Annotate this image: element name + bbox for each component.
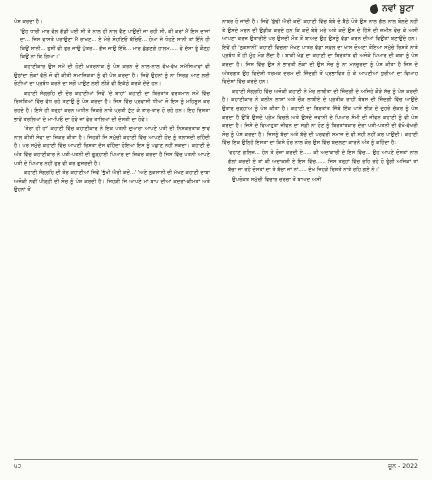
- paragraph: 'ਤੇਰਾ ਹੀ ਹਾਂ' ਕਹਾਣੀ ਵਿੱਚ ਕਹਾਣੀਕਾਰ ਨੇ ਇਕ ਪਤਨੀ ਦੁਆਰਾ ਆਪਣੇ ਪਤੀ ਦੀ ਨਿਸ਼ਕਰਤਾਕ ਭਾਵ ਨਾਲ ਕੀਤੀ ਸੇਵਾ ਦਾ ਜ਼ਿਕਰ ਕੀਤਾ ਹੈ। ਜਿਹੜੀ ਜਿ ਸਮੁੱਚੀ ਕਹਾਣੀ ਵਿੱਚ ਆਪਣੀ ਹੋਂਦ ਨੂੰ ਤਲਾਸ਼ਦੀ ਰਹਿੰਦੀ ਹੈ। ਪਰ ਸਮੁੱਚੇ ਕਹਾਣੀ ਵਿੱਚ ਆਪਣੀ ਰਿਸ਼ਤਾ ਦੱਸ ਵਹਿੰਦਾ ਹੋਇਆ ਇਸ ਨੂੰ ਪਛਾਣ ਨਹੀਂ ਸਕਦਾ। ਕਹਾਣੀ ਦੇ ਅੰਤ ਵਿੱਚ ਕਹਾਣੀਕਾਰ ਨੇ ਪਤੀ-ਪਤਨੀ ਦੀ ਗੂੜ੍ਹਾਈ ਪਿਆਰ ਦਾ ਜ਼ਿਕਰ ਕਰਦਾ ਹੈ ਜਿਸ ਵਿੱਚ ਪਤਨੀ ਆਪਣੇ ਪਤੀ ਦੇ ਪਿਆਰ ਨਹੀਂ ਤੁਰ ਵੀ ਕਰ ਗੁਜ਼ਰਦੀ ਹੈ।: [14, 126, 210, 167]
- paragraph: ਨਾਬਰ ਹੋ ਜਾਂਦੀ ਹੈ। ਜਿਵੇਂ 'ਬੁੱਢੀ ਐਰੀ ਕਦੋਂ' ਕਹਾਣੀ ਵਿੱਚ ਬੇਬੇ ਦੇ ਬੈਠੇ ਪੋਤੇ ਉਸ ਨਾਲ ਗੱਲ ਨਾਲ ਬੋਲਦੇ ਨਹੀਂ ਤੇ ਉਸਦੇ ਮਰਨ ਦੀ ਉਡੀਕ ਕਰਦੇ ਹਨ ਕਿ ਕਦੋਂ ਬੇਬੇ ਮਰੇ ਅਤੇ ਕਦੋਂ ਉਸ ਦੇ ਹਿੱਸੇ ਦੀ ਜ਼ਮੀਨ ਵੇਚ ਕੇ ਅਸੀਂ ਆਪਣਾ ਕਰਜ਼ ਉਤਾਰੀਏ ਪਰ ਉਸਦੀ ਮੌਤ ਤੋਂ ਬਾਅਦ ਉਹ ਉਸਨੂੰ ਵੱਡਾ ਕਰਨ ਦੀਆਂ ਵਿਉਂਤਾਂ ਬਣਾਉਂਦੇ ਹਨ। ਇਵੇਂ ਹੀ 'ਨੁਕਸਾਨੀ' ਕਹਾਣੀ ਵਿਚਲਾ ਮੱਖਣ ਪਾਤਰ ਵੱਡਾ ਸਫ਼ਲ ਦਾ ਖਾਸ ਦੋਅਣਾ ਤੋਇਆ ਸਮੁੱਚੇ ਰਿਸ਼ਤੇ ਨਾਤੇ ਪ੍ਰਬੰਧ ਤੋਂ ਹੀ ਮੂੰਹ ਮੋੜ ਲੈਂਦਾ ਹੈ। ਬਾਕੀ ਖੇਡ ਦਾ ਕਹਾਣੀ ਦਾ ਬਿਰਤਾਂਤ ਵੀ ਅਜੋਕੇ ਪਿਆਰ ਦੀ ਕਥਾ ਨੂੰ ਪੇਸ਼ ਕਰਦਾ ਹੈ। ਜਿਸ ਵਿੱਚ ਉਸ ਨੇ ਭਾਰਤੀ ਲੋਕਾਂ ਦੀ ਉਸ ਸੋਚ ਨੂੰ ਨਾ ਮਨਜ਼ੂਰਦਾ ਨੂੰ ਪੇਸ਼ ਕੀਤਾ ਹੈ ਜਿਸ ਦੇ ਅੰਤਰਗਤ ਉਹ ਵਿਦੇਸ਼ੀ ਧਰਮਕ ਦਰਮ ਦੀ ਜ਼ਿੰਦਗੀ ਤੋਂ ਪ੍ਰਭਾਵਿਤ ਹੋ ਕੇ ਆਪਣੀਆਂ ਧੁਰੀਆਂ ਦਾ ਵਿਆਹ ਵਿਦੇਸ਼ਾਂ ਵਿੱਚ ਕਰਦੇ ਹਨ।: [222, 19, 418, 86]
- page-footer: [14, 459, 418, 474]
- paragraph: ਕਹਾਣੀ ਸੰਗ੍ਰਹਿ ਦੀ ਤੇਰ ਕਹਾਣੀਆਂ ਜਿਵੇਂ 'ਭੁੱਖੀ ਐਰੀ ਕਦੋਂ...' 'ਅਣੇ ਨੁਕਸਾਨੀ ਦੀ ਮੱਖਣ ਕਹਾਣੀ ਦਾਬਾ ਅਜੋਕੀ ਨਵੀਂ ਪੀੜ੍ਹੀ ਦੀ ਸੋਚ ਨੂੰ ਪੇਸ਼ ਕਰਦੀ ਹੈ। ਜਿਹੜੀ ਜਿ ਆਪਣੇ ਮਾਂ ਬਾਪ ਦੀਆਂ ਕਦਰਾਂ-ਕੀਮਤਾਂ ਅਤੇ ਉਹਨਾਂ ਤੋਂ: [14, 170, 210, 194]
- paragraph: ਕਹਾਣੀ ਸੰਗ੍ਰਹਿ ਵਿੱਚ ਅਜੋਕੀ ਕਹਾਣੀ ਨੇ ਮੇਰ ਲਾਬੀਤਾ ਦੀ ਜ਼ਿੰਦਗੀ ਦੇ ਅਜਿਹੇ ਕੌੜੇ ਸੱਚ ਨੂੰ ਪੇਸ਼ ਕਰਦੀ ਹੈ। ਕਹਾਣੀਕਾਰ ਨੇ ਕਲੀਨ ਲਾਸ਼ਾਂ ਅਤੇ ਚੌੜ ਲਾਬੀਏ ਦੇ ਪ੍ਰਤੀਕ ਰਾਹੀਂ ਬੇਬਸ ਦੀ ਜ਼ਿੰਦਗੀ ਵਿੱਚ ਆਉਂਦੇ ਉਤਾਰ ਚੜ੍ਹਾਅ ਨੂੰ ਪੇਸ਼ ਕੀਤਾ ਹੈ। ਕਹਾਣੀ ਦਾ ਬਿਰਤਾਂਤ ਜਿੱਥੇ ਇੱਕ ਪਾਸੇ ਭੀੜ ਦੇ ਦੁਹਰੇ ਚੱਕਰ ਨੂੰ ਪੇਸ਼ ਕਰਦਾ ਹੈ ਉੱਥੇ ਉਸਦੇ ਪ੍ਰੇਮ ਵਿਚਲੇ ਅਤੇ ਉਸਦੇ ਜਵਾਨੀ ਦੇ ਪਿਆਰ ਸੰਮੀ ਦੀ ਜੀਵਨ ਕਹਾਣੀ ਨੂੰ ਵੀ ਪੇਸ਼ ਕਰਦਾ ਹੈ। ਜਿਸੇ ਦੇ ਵਿਆਹੁਤਾ ਜੀਵਨ ਦਾ ਸਫ਼ੀ ਨਾ ਹੋਣ ਨੂੰ ਬਿਰਤਾਂਤਕਾਰ ਦੇਰਾ ਪਤੀ-ਪਤਨੀ ਦੀ ਵੱਖੋ-ਵੱਖਰੀ ਸੋਚ ਨੂੰ ਪੇਸ਼ ਕਰਦਾ ਹੈ। ਜਿਸਨੂੰ ਬੱਚਾ ਅਤੇ ਬੱਚੇ ਦੀ ਪਰਵਰੀ ਸਮਾਜ ਦੇ ਵੀ ਸਹੀ ਨਹੀਂ ਕਰ ਪਾਉਂਦੀ। ਕਹਾਣੀ ਵਿੱਚ ਇਕ ਉਨ੍ਹਿੰ ਇਸਤਾ ਦਾ ਕਿਸੇ ਹੋਰ ਨਾਲ ਕੋਰ ਉਸ ਵਿੱਚ ਬਦਲਣਾ ਕਾਰਨੇ ਅੰਤ ਨੂੰ ਕਹਿੰਦਾ ਹੈ:: [222, 88, 418, 147]
- left-column: [14, 18, 210, 452]
- page-number: ੫੨: [14, 463, 22, 470]
- paragraph: ਕਹਾਣੀ ਸੰਗ੍ਰਹਿ ਦੀ ਦੇਰ ਕਹਾਣੀਆਂ ਜਿਵੇਂ 'ਦੇ ਬਾਹਾਂ' ਕਹਾਣੀ ਦਾ ਬਿਰਤਾਂਤ ਵਰਤਮਾਨ ਸਮੇਂ ਵਿੱਚ ਰਿਸ਼ਤਿਆਂ ਵਿੱਚ ਵੱਧ ਰਹੇ ਤਣਾਉ ਨੂੰ ਪੇਸ਼ ਕਰਦਾ ਹੈ। ਜਿਸ ਵਿੱਚ ਪ੍ਰਵਾਸੀ ਧੀਆਂ ਜੋ ਇਸ ਨੂੰ ਮਹਿਸੂਸ ਕਰ ਰਹਦੇ ਹੈ। ਇਸੇ ਹੀ ਤਰ੍ਹਾਂ ਕਰਨ ਅਧੀਨ ਜ਼ਿਕਰੇ ਨਾਤੇ ਪ੍ਰਤੀ ਟੁੱਟ ਕੇ ਤਾਰ-ਤਾਰ ਹੋ ਰਹੇ ਹਨ। ਇਹ ਰਿਸ਼ਤਾ ਭਾਵੇਂ ਤਰਲਿਆਂ ਦੇ ਮਾ-ਪਿਓ ਦਾ ਹੋਵੇ ਜਾਂ ਫੇਰ ਤਾਲਿਆਂ ਦੀ ਦੋਸਤੀ ਦਾ ਹੋਵੇ।: [14, 90, 210, 123]
- paragraph: ਉਪਰੋਕਤ ਸਮੁੱਚੀ ਵਿਚਾਰ ਚਰਚਾ ਤੋਂ ਬਾਅਦ ਅਸੀਂ: [232, 176, 322, 183]
- right-column: [222, 18, 418, 452]
- footer-issue: [388, 463, 418, 471]
- quote-paragraph: 'ਉਹ ਧਾਰੀ ਮਾਰ ਵੱਲ ਗੱਡੀ ਪਈ ਸੀ ਤੇ ਨਾਲ ਹੀ ਨਾਲ ਵੈਣ ਪਾਉਂਦੀ ਜਾ ਰਹੀ ਸੀ, ਕੀ ਕਰਾਂ ਮੈਂ ਇਸ ਦਾਜਾਂ ਦਾ... ਜਿਸ ਵਾਸਤੇ ਪਰਾਉਣਾ ਮੈਂ ਰਾਖਣ... ਏ ਮੇਰੇ ਸੋਹਣਿਓ ਬੱਚਿਓ... ਹੋਆ ਜੇ ਧੋਹਣੋ ਸਾਨੀ ਤਾਂ ਇੰਨੇ ਹੀ ਕਿਉਂ ਸਾਨੀ... ਤੁਸੀਂ ਵੀ ਤੁਰ ਜਾਉ ਪੁੱਤਰ... ਗੱਜ ਜਾਉ ਇੱਥੇ... ਮਾਰ ਛੱਡਣਗੇ ਹਾਲਮ..... ਵੇ ਦੱਸਾ ਤੂੰ ਕੌਣ੍ਹ ਕਿਉਂ ਨਾ ਕਿ ਗਿਆ।': [20, 28, 210, 61]
- issue-date: ਜੂਨ - 2022: [388, 463, 418, 470]
- article-body: [14, 18, 418, 452]
- paragraph: ਕਹਾਣੀਕਾਰ ਉਸ ਸਮੇਂ ਦੀ ਹੋਣੀ ਖ਼ਤਰਨਾਕ ਨੂੰ ਪੇਸ਼ ਕਰਨ ਦੇ ਨਾਲ-ਨਾਲ ਵੱਖ-ਵੱਖ ਸਮੱਸਿਆਵਾਂ ਵੀ ਉਠਾਂਦਾ ਲੋਕਾਂ ਵੱਲੋਂ ਜੋ ਵੀ ਕੀਤੀ ਸਮਾਜਿਕਤਾ ਨੂੰ ਵੀ ਪੇਸ਼ ਕਰਦਾ ਹੈ। ਜਿਵੇਂ ਉਹਨਾਂ ਨੂੰ ਨਾ ਸਿਰਫ਼ ਆਣ ਲਈ ਰੋਟੀਆਂ ਦਾ ਪ੍ਰਬੰਧ ਕਰਨੇ ਦਾ ਸਗੋਂ ਪਾਉਣ ਲਈ ਲੀੜੇ ਵੀ ਇਕੱਠੇ ਕਰਕੇ ਦੇਂਦੇ ਹਨ।: [14, 63, 210, 88]
- leaf-icon: [369, 3, 380, 14]
- magazine-title: ਨਵਾਂ ਬੂਟਾ: [382, 4, 414, 14]
- paragraph: ਪੇਸ਼ ਕਰਦਾ ਹੈ।: [14, 19, 43, 25]
- quote-paragraph: 'ਵਹਾਣ ਗਲਿਜ਼... ਹੇਨ ਤੇ ਰੋਜ਼ਾ ਕਰਦੀ ਏ..... ਕੀ ਅਦਾਕਾਰੀ ਦੇ ਇਸ ਵਿੱਚ... ਉਹ ਆਪਣੇ ਦੋਸਤਾਂ ਨਾਲ ਗੱਲਾਂ ਕਰਦੀ ਏ ਤਾਂ ਕੀ ਅਦਾਕਸ਼ੀ ਏ ਇਸ ਵਿੱਚ...... ਜਿਸ ਤਰ੍ਹਾਂ ਵਿੱਚ ਰਹਿ ਰਹੇ ਹੋ ਤੂੰਗੀ ਅਜਿਕਾਂ ਤਾਂ ਬੱਚਾ ਜਾ ਰਹੇ ਦੋਸਤਾਂ ਦਾ ਤੇ ਬੱਚਾ ਜਾਂ ਨਾਂ..... ਦੇਖ ਜਿਹੜੇ ਰਿਸ਼ਤੇ ਨਾਤੇ ਰਹਿ ਗਏ ਨੇ।': [228, 149, 418, 174]
- magazine-header: [370, 4, 414, 14]
